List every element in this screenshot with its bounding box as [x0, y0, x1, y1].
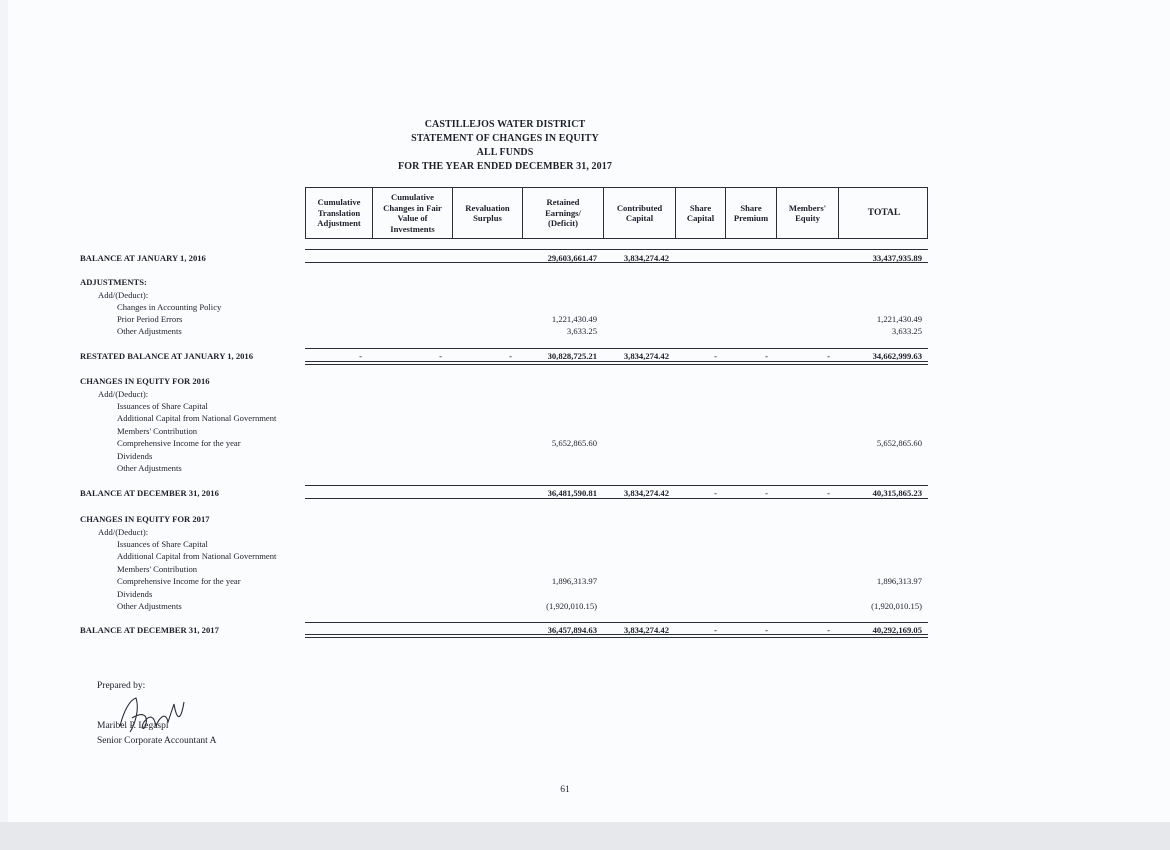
- value-cell: 33,437,935.89: [872, 253, 922, 263]
- row-label: Add/(Deduct):: [98, 527, 149, 537]
- entity-name: CASTILLEJOS WATER DISTRICT: [424, 119, 586, 130]
- row-label: RESTATED BALANCE AT JANUARY 1, 2016: [80, 351, 254, 361]
- row-label: Other Adjustments: [117, 463, 182, 473]
- single-underline: [305, 485, 928, 486]
- value-cell: 1,896,313.97: [876, 576, 922, 586]
- value-cell: 3,633.25: [891, 326, 922, 336]
- scan-edge: [0, 822, 1170, 850]
- signer-name: Maribel P. Legaspi: [97, 721, 169, 731]
- row-label: Changes in Accounting Policy: [117, 302, 222, 312]
- row-label: Prior Period Errors: [117, 314, 183, 324]
- row-label: Members' Contribution: [117, 426, 198, 436]
- value-cell: -: [827, 625, 830, 635]
- value-cell: -: [509, 351, 512, 361]
- column-header: Cumulative Changes in Fair Value of Investments: [373, 188, 453, 238]
- row-label: BALANCE AT DECEMBER 31, 2017: [80, 625, 219, 635]
- row-label: BALANCE AT JANUARY 1, 2016: [80, 253, 206, 263]
- value-cell: 3,834,274.42: [623, 625, 669, 635]
- prepared-by-label: Prepared by:: [97, 681, 146, 691]
- value-cell: 3,633.25: [566, 326, 597, 336]
- double-underline: [305, 361, 928, 365]
- row-label: Other Adjustments: [117, 326, 182, 336]
- column-header-box: [305, 187, 928, 239]
- value-cell: 1,221,430.49: [551, 314, 597, 324]
- row-label: CHANGES IN EQUITY FOR 2017: [80, 514, 210, 524]
- row-label: Add/(Deduct):: [98, 389, 149, 399]
- single-underline: [305, 262, 928, 263]
- value-cell: 1,896,313.97: [551, 576, 597, 586]
- value-cell: 36,457,894.63: [547, 625, 597, 635]
- value-cell: 1,221,430.49: [876, 314, 922, 324]
- double-underline: [305, 634, 928, 638]
- column-header: Retained Earnings/ (Deficit): [523, 188, 604, 238]
- value-cell: 3,834,274.42: [623, 488, 669, 498]
- value-cell: 40,292,169.05: [872, 625, 922, 635]
- row-label: BALANCE AT DECEMBER 31, 2016: [80, 488, 219, 498]
- value-cell: -: [765, 625, 768, 635]
- row-label: Additional Capital from National Government: [117, 413, 277, 423]
- single-underline: [305, 498, 928, 499]
- value-cell: 3,834,274.42: [623, 253, 669, 263]
- value-cell: 40,315,865.23: [872, 488, 922, 498]
- value-cell: 5,652,865.60: [551, 438, 597, 448]
- value-cell: -: [359, 351, 362, 361]
- page-number: 61: [560, 785, 570, 795]
- row-label: Comprehensive Income for the year: [117, 438, 241, 448]
- value-cell: (1,920,010.15): [546, 601, 597, 611]
- value-cell: 30,828,725.21: [547, 351, 597, 361]
- row-label: ADJUSTMENTS:: [80, 277, 147, 287]
- statement-title: STATEMENT OF CHANGES IN EQUITY: [411, 133, 599, 144]
- row-label: Dividends: [117, 589, 153, 599]
- value-cell: -: [765, 488, 768, 498]
- single-underline: [305, 622, 928, 623]
- row-label: CHANGES IN EQUITY FOR 2016: [80, 376, 210, 386]
- value-cell: -: [827, 351, 830, 361]
- column-header: Cumulative Translation Adjustment: [306, 188, 373, 238]
- column-header: Revaluation Surplus: [453, 188, 523, 238]
- column-header: Share Capital: [676, 188, 726, 238]
- column-header: Share Premium: [726, 188, 777, 238]
- value-cell: -: [714, 625, 717, 635]
- column-header: Members' Equity: [777, 188, 839, 238]
- signer-title: Senior Corporate Accountant A: [97, 736, 217, 746]
- funds-title: ALL FUNDS: [476, 147, 534, 158]
- value-cell: -: [714, 351, 717, 361]
- value-cell: (1,920,010.15): [871, 601, 922, 611]
- value-cell: 36,481,590.81: [547, 488, 597, 498]
- row-label: Dividends: [117, 451, 153, 461]
- row-label: Add/(Deduct):: [98, 290, 149, 300]
- row-label: Other Adjustments: [117, 601, 182, 611]
- column-header: Contributed Capital: [604, 188, 676, 238]
- period-title: FOR THE YEAR ENDED DECEMBER 31, 2017: [398, 161, 612, 172]
- row-label: Comprehensive Income for the year: [117, 576, 241, 586]
- row-label: Additional Capital from National Government: [117, 551, 277, 561]
- value-cell: 29,603,661.47: [547, 253, 597, 263]
- value-cell: 3,834,274.42: [623, 351, 669, 361]
- row-label: Members' Contribution: [117, 564, 198, 574]
- single-underline: [305, 249, 928, 250]
- value-cell: -: [439, 351, 442, 361]
- row-label: Issuances of Share Capital: [117, 401, 208, 411]
- row-label: Issuances of Share Capital: [117, 539, 208, 549]
- value-cell: -: [714, 488, 717, 498]
- value-cell: -: [765, 351, 768, 361]
- column-header: TOTAL: [867, 207, 901, 218]
- value-cell: 5,652,865.60: [876, 438, 922, 448]
- value-cell: 34,662,999.63: [872, 351, 922, 361]
- single-underline: [305, 348, 928, 349]
- value-cell: -: [827, 488, 830, 498]
